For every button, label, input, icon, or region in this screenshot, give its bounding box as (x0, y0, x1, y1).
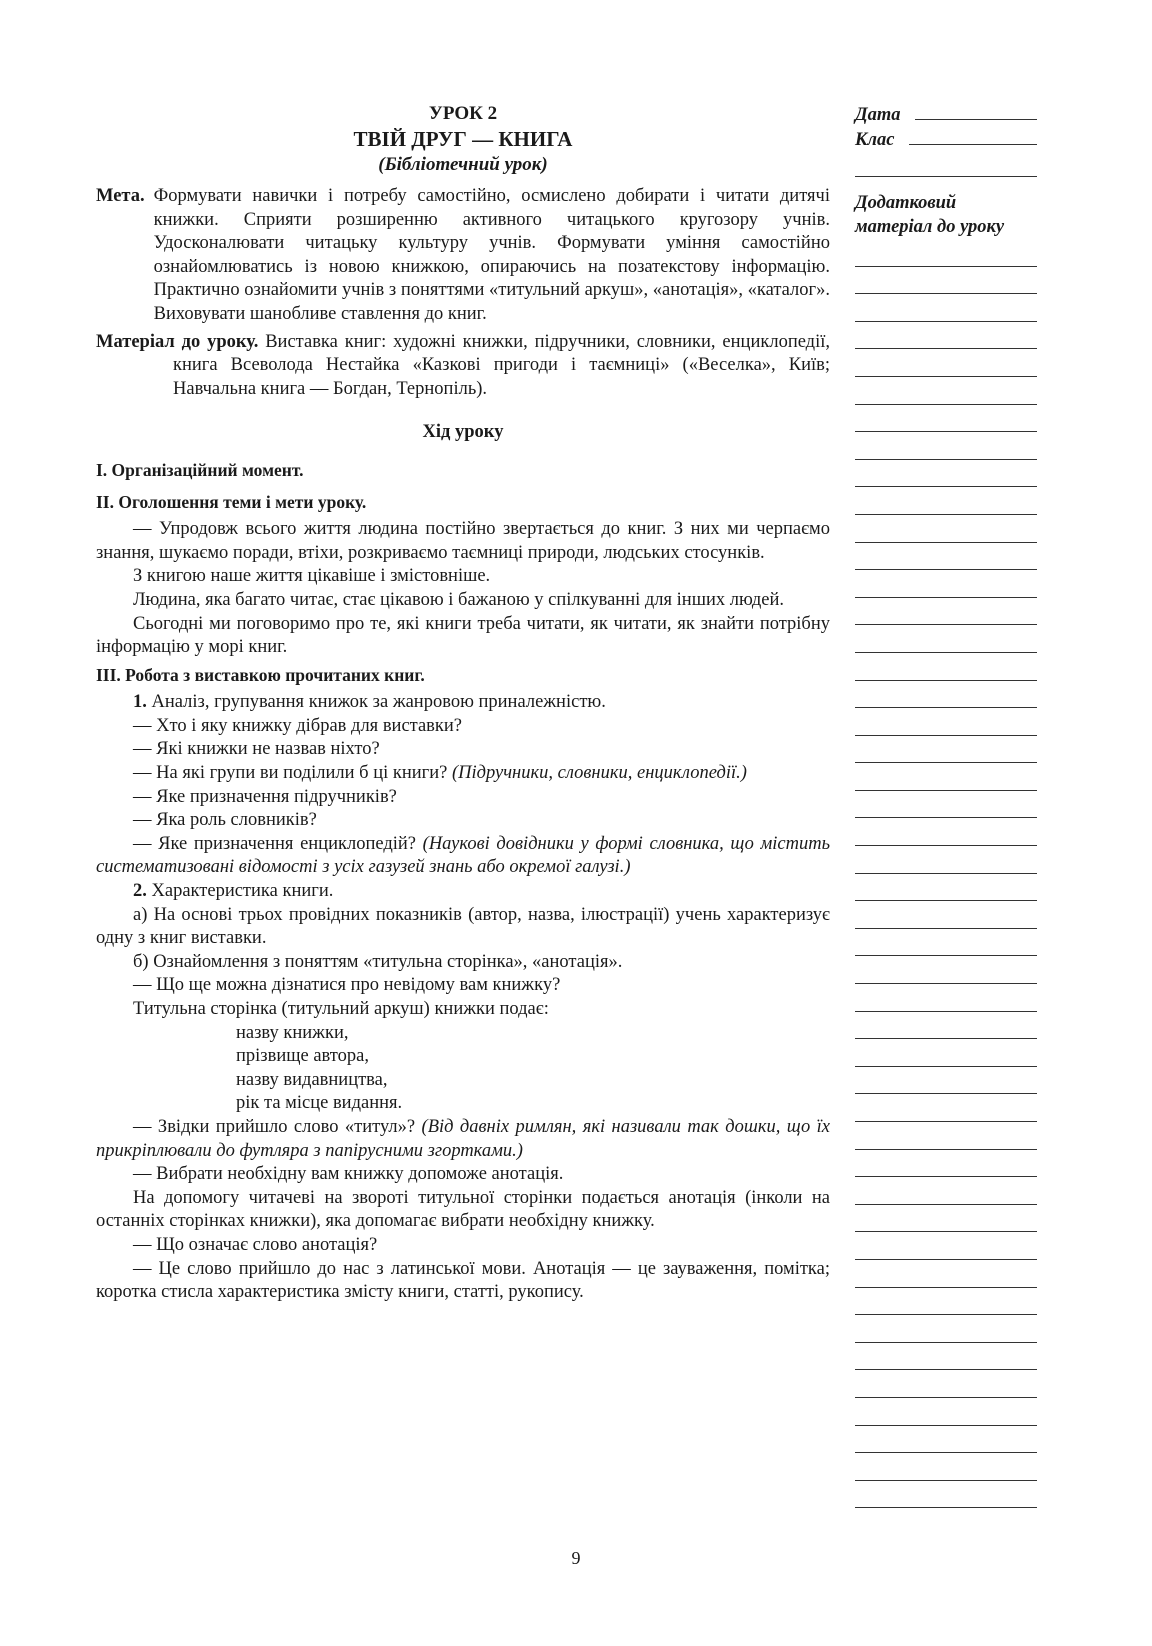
note-line[interactable] (855, 349, 1037, 377)
note-line[interactable] (855, 1343, 1037, 1371)
question: — Яка роль словників? (133, 810, 317, 831)
s2-paragraph: З книгою наше життя цікавіше і змістовніше. (133, 566, 491, 587)
answer-note: (Підручники, словники, енциклопедії.) (452, 763, 747, 784)
note-line[interactable] (855, 846, 1037, 874)
note-line[interactable] (855, 1260, 1037, 1288)
note-line[interactable] (855, 1177, 1037, 1205)
note-line[interactable] (855, 1426, 1037, 1454)
note-line[interactable] (855, 1205, 1037, 1233)
point-number: 2. (133, 881, 147, 902)
note-line[interactable] (855, 763, 1037, 791)
note-line[interactable] (855, 432, 1037, 460)
note-line[interactable] (855, 1453, 1037, 1481)
answer: — Це слово прийшло до нас з латинської мови. Анотація — це зауваження, помітка; коротка стисла характеристика змісту книги, статті, рукопису. (96, 1258, 830, 1303)
s3-point-1 (96, 691, 830, 715)
course-title: Хід уроку (422, 422, 504, 443)
material-label: Матеріал до уроку. (96, 331, 259, 352)
date-label: Дата (855, 105, 901, 125)
class-row (855, 127, 1037, 152)
note-line[interactable] (855, 653, 1037, 681)
question (96, 1116, 830, 1163)
note-line[interactable] (855, 736, 1037, 764)
note-line[interactable] (855, 1012, 1037, 1040)
section-1-heading: І. Організаційний момент. (96, 459, 304, 480)
title-page-list (96, 1022, 830, 1116)
question: — Що означає слово анотація? (133, 1234, 378, 1255)
question: — Яке призначення підручників? (133, 786, 397, 807)
point-number: 1. (133, 692, 147, 713)
lesson-title: ТВІЙ ДРУГ — КНИГА (353, 127, 573, 151)
page-number: 9 (571, 1548, 581, 1568)
class-label: Клас (855, 130, 895, 150)
note-line[interactable] (855, 598, 1037, 626)
note-line[interactable] (855, 294, 1037, 322)
note-line[interactable] (855, 901, 1037, 929)
paragraph: На допомогу читачеві на звороті титульної сторінки подається анотація (інколи на останніх сторінках книжки), яка допомагає вибрати необхідну книжку. (96, 1187, 830, 1232)
point-text: Аналіз, групування книжок за жанровою приналежністю. (151, 692, 606, 713)
lesson-number: УРОК 2 (428, 103, 498, 124)
notes-lines (855, 239, 1037, 1508)
note-line[interactable] (855, 929, 1037, 957)
note-line[interactable] (855, 377, 1037, 405)
note-line[interactable] (855, 1398, 1037, 1426)
question-text: — Яке призначення енциклопедій? (133, 833, 416, 854)
note-line[interactable] (855, 1232, 1037, 1260)
answer-note: (Від давніх римлян, які називали так дошки, що їх прикріплювали до футляра з папірусними згортками.) (96, 1116, 831, 1161)
note-line[interactable] (855, 874, 1037, 902)
list-item: назву книжки, (236, 1022, 349, 1043)
statement: — Вибрати необхідну вам книжку допоможе анотація. (133, 1164, 564, 1185)
note-line[interactable] (855, 267, 1037, 295)
note-line[interactable] (855, 1122, 1037, 1150)
item-b: б) Ознайомлення з поняттям «титульна сторінка», «анотація». (133, 951, 623, 972)
lesson-content (96, 102, 830, 1305)
note-line[interactable] (855, 1039, 1037, 1067)
question: — Що ще можна дізнатися про невідому вам книжку? (133, 975, 561, 996)
note-line[interactable] (855, 1094, 1037, 1122)
note-line[interactable] (855, 1315, 1037, 1343)
s2-paragraph: — Упродовж всього життя людина постійно звертається до книг. З них ми черпаємо знання, шукаємо поради, втіхи, розкриваємо таємниці природи, людських стосунків. (96, 519, 830, 563)
question (96, 762, 830, 786)
note-line[interactable] (855, 543, 1037, 571)
date-field[interactable] (915, 102, 1037, 120)
note-line[interactable] (855, 1067, 1037, 1095)
lesson-header (96, 102, 830, 177)
note-line[interactable] (855, 984, 1037, 1012)
sidebar-notes (855, 102, 1037, 1508)
note-line[interactable] (855, 239, 1037, 267)
note-line[interactable] (855, 570, 1037, 598)
note-line[interactable] (855, 791, 1037, 819)
question: — Які книжки не назвав ніхто? (133, 739, 380, 760)
s2-paragraph: Сьогодні ми поговоримо про те, які книги треба читати, як читати, як знайти потрібну інформацію у морі книг. (96, 613, 830, 658)
date-row (855, 102, 1037, 127)
title-page-intro: Титульна сторінка (титульний аркуш) книжки подає: (133, 999, 549, 1019)
point-text: Характеристика книги. (151, 881, 334, 902)
goal-block (96, 185, 830, 327)
note-line[interactable] (855, 1288, 1037, 1316)
s2-paragraph: Людина, яка багато читає, стає цікавою і бажаною у спілкуванні для інших людей. (133, 589, 784, 610)
section-2-heading: ІІ. Оголошення теми і мети уроку. (96, 491, 367, 512)
lesson-subtitle: (Бібліотечний урок) (378, 154, 548, 175)
question (96, 833, 830, 880)
note-line[interactable] (855, 405, 1037, 433)
note-line[interactable] (855, 322, 1037, 350)
question: — Хто і яку книжку дібрав для виставки? (133, 715, 463, 736)
note-line[interactable] (855, 515, 1037, 543)
question-text: — Звідки прийшло слово «титул»? (133, 1116, 416, 1137)
goal-text: Формувати навички і потребу самостійно, осмислено добирати і читати дитячі книжки. Сприяти розширенню активного читацького кругозору учнів. Удосконалювати читацьку культуру учнів. Формувати уміння самостійно ознайомлюватись із новою книжкою, опираючись на позатекстову інформацію. Практично ознайомити учнів з поняттями «титульний аркуш», «анотація», «каталог». Виховувати шанобливе ставлення до книг. (153, 186, 831, 324)
s3-point-2 (96, 880, 830, 904)
note-line[interactable] (855, 681, 1037, 709)
note-line[interactable] (855, 708, 1037, 736)
note-line[interactable] (855, 460, 1037, 488)
blank-line[interactable] (855, 152, 1037, 177)
note-line[interactable] (855, 1481, 1037, 1509)
goal-label: Мета. (96, 186, 145, 206)
item-a: а) На основі трьох провідних показників (автор, назва, ілюстрації) учень характеризує одну з книг виставки. (96, 904, 830, 949)
additional-material-label: Додатковий матеріал до уроку (855, 193, 1005, 237)
section-3-heading: ІІІ. Робота з виставкою прочитаних книг. (96, 664, 425, 685)
note-line[interactable] (855, 956, 1037, 984)
material-body: Виставка книг: художні книжки, підручники, словники, енциклопедії, книга Всеволода Нестайка «Казкові пригоди і таємниці» («Веселка», Київ; Навчальна книга — Богдан, Тернопіль). (173, 331, 830, 399)
material-text (96, 331, 830, 402)
list-item: прізвище автора, (236, 1046, 369, 1067)
material-block (96, 331, 830, 402)
class-field[interactable] (909, 127, 1037, 145)
note-line[interactable] (855, 818, 1037, 846)
note-line[interactable] (855, 487, 1037, 515)
note-line[interactable] (855, 1370, 1037, 1398)
note-line[interactable] (855, 625, 1037, 653)
note-line[interactable] (855, 1150, 1037, 1178)
list-item: назву видавництва, (236, 1069, 388, 1090)
list-item: рік та місце видання. (236, 1093, 403, 1114)
question-text: — На які групи ви поділили б ці книги? (133, 763, 448, 784)
answer-note: (Наукові довідники у формі словника, що містить систематизовані відомості з усіх газузей знань або окремої галузі.) (96, 833, 831, 878)
